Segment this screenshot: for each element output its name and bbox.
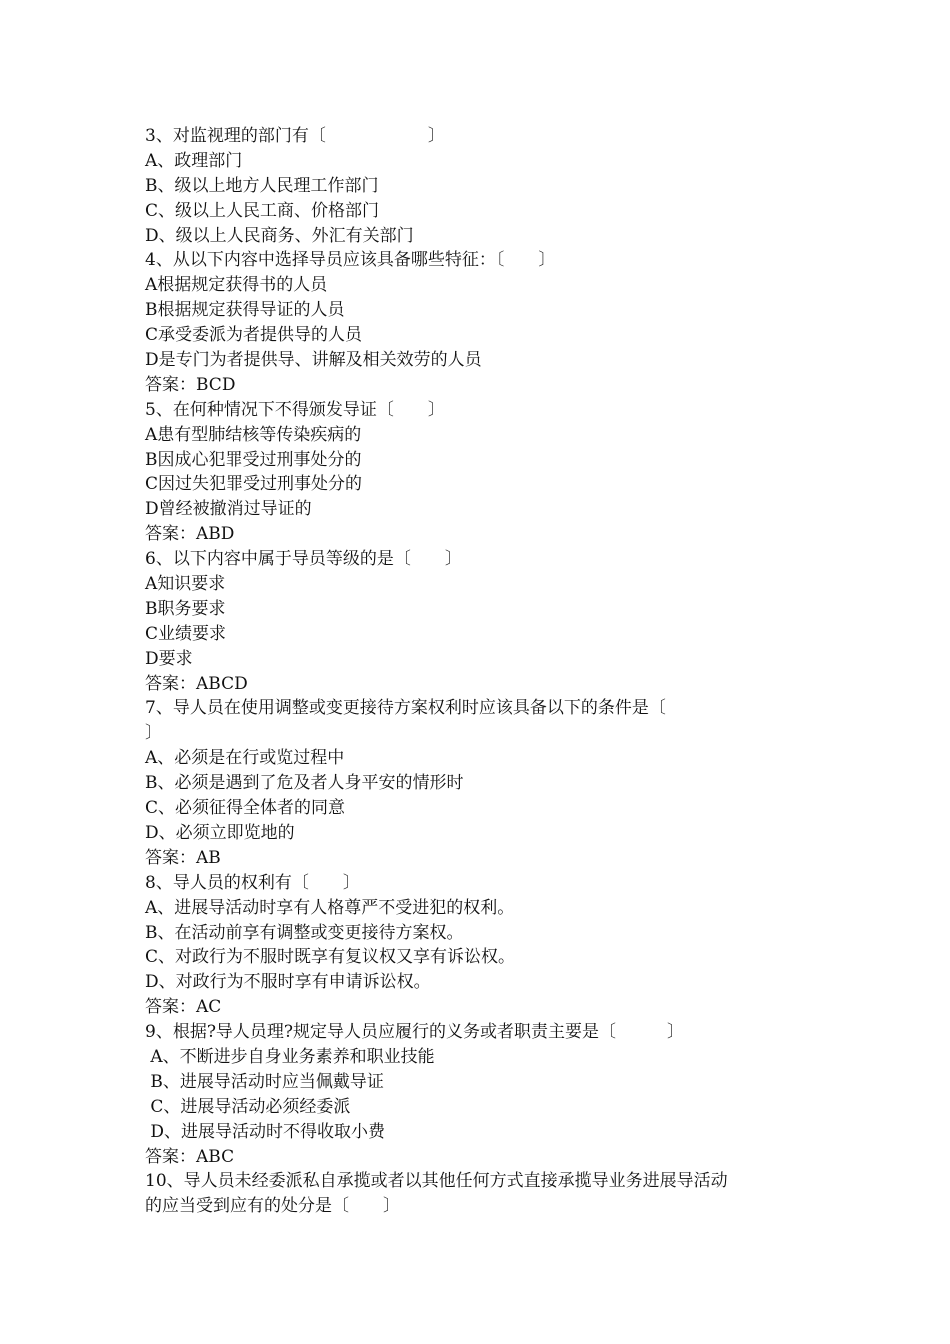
question-7-stem-continued: 〕 — [145, 723, 162, 744]
question-10-stem: 10、导人员未经委派私自承揽或者以其他任何方式直接承揽导业务进展导活动 — [145, 1171, 728, 1192]
question-3-stem: 3、对监视理的部门有〔 〕 — [145, 126, 445, 146]
question-6-option-b: B职务要求 — [145, 598, 226, 619]
question-3-option-d: D、级以上人民商务、外汇有关部门 — [145, 225, 414, 246]
question-5-option-b: B因成心犯罪受过刑事处分的 — [145, 449, 362, 470]
question-7-option-b: B、必须是遇到了危及者人身平安的情形时 — [145, 773, 464, 794]
question-9-option-d: D、进展导活动时不得收取小费 — [145, 1121, 386, 1142]
question-3-option-c: C、级以上人民工商、价格部门 — [145, 200, 380, 221]
question-4-option-a: A根据规定获得书的人员 — [145, 275, 328, 296]
question-7-answer: 答案：AB — [145, 847, 221, 868]
question-6-stem: 6、以下内容中属于导员等级的是〔 〕 — [145, 549, 462, 570]
question-5-answer: 答案：ABD — [145, 524, 235, 545]
question-5-option-a: A患有型肺结核等传染疾病的 — [145, 424, 362, 445]
question-4-option-c: C承受委派为者提供导的人员 — [145, 325, 363, 346]
question-7-stem: 7、导人员在使用调整或变更接待方案权利时应该具备以下的条件是〔 — [145, 698, 666, 719]
question-4-option-b: B根据规定获得导证的人员 — [145, 300, 345, 321]
question-9-option-b: B、进展导活动时应当佩戴导证 — [145, 1071, 384, 1092]
question-4-stem: 4、从以下内容中选择导员应该具备哪些特征：〔 〕 — [145, 250, 556, 271]
question-9-answer: 答案：ABC — [145, 1146, 235, 1167]
question-3-option-a: A、政理部门 — [145, 150, 243, 171]
question-4-option-d: D是专门为者提供导、讲解及相关效劳的人员 — [145, 350, 482, 371]
question-4-answer: 答案：BCD — [145, 374, 236, 395]
question-8-stem: 8、导人员的权利有〔 〕 — [145, 872, 360, 893]
question-8-option-c: C、对政行为不服时既享有复议权又享有诉讼权。 — [145, 947, 516, 968]
question-6-answer: 答案：ABCD — [145, 673, 248, 694]
question-7-option-d: D、必须立即览地的 — [145, 822, 295, 843]
question-10-stem-continued: 的应当受到应有的处分是〔 〕 — [145, 1196, 400, 1217]
question-8-option-b: B、在活动前享有调整或变更接待方案权。 — [145, 922, 464, 943]
question-5-option-d: D曾经被撤消过导证的 — [145, 499, 312, 520]
question-7-option-c: C、必须征得全体者的同意 — [145, 798, 346, 819]
question-5-stem: 5、在何种情况下不得颁发导证〔 〕 — [145, 399, 445, 420]
question-8-answer: 答案：AC — [145, 997, 222, 1018]
question-9-option-a: A、不断进步自身业务素养和职业技能 — [145, 1046, 435, 1067]
question-5-option-c: C因过失犯罪受过刑事处分的 — [145, 474, 363, 495]
question-3-option-b: B、级以上地方人民理工作部门 — [145, 175, 379, 196]
question-7-option-a: A、必须是在行或览过程中 — [145, 748, 345, 769]
question-8-option-d: D、对政行为不服时享有申请诉讼权。 — [145, 972, 431, 993]
question-8-option-a: A、进展导活动时享有人格尊严不受进犯的权利。 — [145, 897, 515, 918]
question-6-option-a: A知识要求 — [145, 574, 226, 595]
question-6-option-c: C业绩要求 — [145, 623, 227, 644]
document-body — [145, 124, 825, 1219]
question-9-option-c: C、进展导活动必须经委派 — [145, 1096, 351, 1117]
question-9-stem: 9、根据?导人员理?规定导人员应履行的义务或者职责主要是〔 〕 — [145, 1022, 685, 1043]
question-6-option-d: D要求 — [145, 648, 193, 669]
